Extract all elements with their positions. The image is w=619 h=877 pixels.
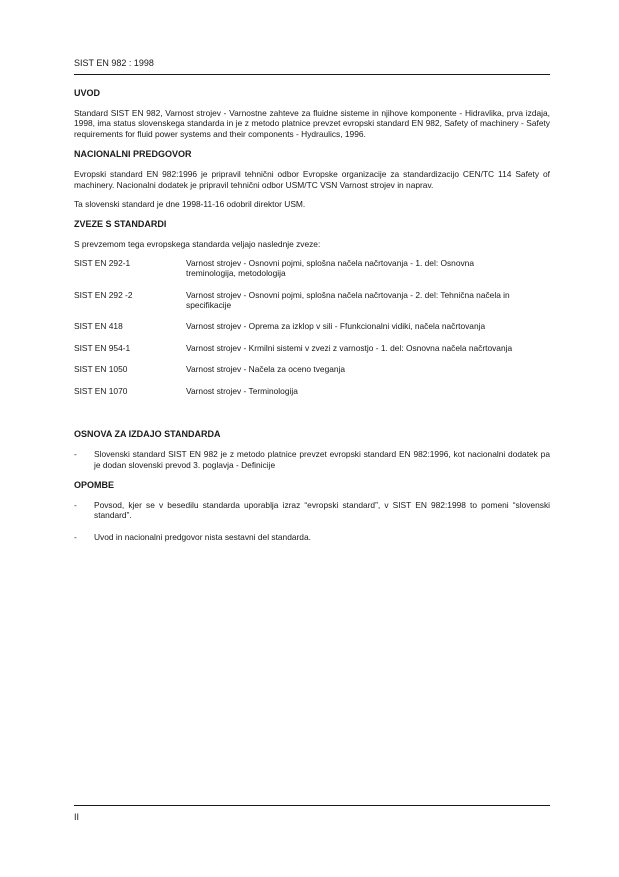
- reference-description: Varnost strojev - Krmilni sistemi v zvezi z varnostjo - 1. del: Osnovna načela načrtovanja: [186, 342, 513, 353]
- reference-row: [74, 258, 550, 279]
- section-heading-uvod: UVOD: [74, 88, 101, 98]
- reference-description: Varnost strojev - Osnovni pojmi, splošna načela načrtovanja - 1. del: Osnovna treminologija, metodologija: [186, 257, 474, 279]
- document-header: SIST EN 982 : 1998: [74, 58, 550, 75]
- references-list: [74, 258, 550, 396]
- section-heading-osnova: OSNOVA ZA IZDAJO STANDARDA: [74, 429, 221, 440]
- bullet-text: Povsod, kjer se v besedilu standarda uporablja izraz “evropski standard”, v SIST EN 982:1998 to pomeni “slovenski standard”.: [94, 499, 550, 521]
- reference-row: [74, 364, 550, 374]
- bullet-dash: -: [74, 449, 77, 460]
- zveze-intro: S prevzemom tega evropskega standarda veljajo naslednje zveze:: [74, 239, 321, 250]
- reference-code: SIST EN 418: [74, 321, 123, 332]
- page-number: II: [74, 812, 80, 822]
- predgovor-paragraph-1: Evropski standard EN 982:1996 je pripravil tehnični odbor Evropske organizacije za standardizacijo CEN/TC 114 Safety of machinery. Nacionalni dodatek je pripravil tehnični odbor USM/TC VSN Varnost strojev in naprav.: [74, 169, 550, 190]
- reference-code: SIST EN 292 -2: [74, 289, 133, 300]
- reference-code: SIST EN 1050: [74, 364, 128, 375]
- opombe-bullet: [74, 500, 550, 521]
- opombe-bullet: [74, 532, 550, 542]
- bullet-text: Uvod in nacionalni predgovor nista sestavni del standarda.: [94, 531, 311, 542]
- reference-description: Varnost strojev - Terminologija: [186, 385, 298, 396]
- document-page: [74, 58, 550, 542]
- reference-description: Varnost strojev - Načela za oceno tveganja: [186, 364, 346, 375]
- section-heading-predgovor: NACIONALNI PREDGOVOR: [74, 149, 192, 160]
- reference-row: [74, 290, 550, 311]
- bullet-dash: -: [74, 499, 77, 510]
- section-heading-zveze: ZVEZE S STANDARDI: [74, 219, 167, 230]
- bullet-text: Slovenski standard SIST EN 982 je z metodo platnice prevzet evropski standard EN 982:1996, kot nacionalni dodatek pa je dodan slovenski prevod 3. poglavja - Definicije: [94, 449, 550, 470]
- reference-code: SIST EN 292-1: [74, 257, 131, 268]
- uvod-paragraph: Standard SIST EN 982, Varnost strojev - Varnostne zahteve za fluidne sisteme in njihove komponente - Hidravlika, prva izdaja, 1998, ima status slovenskega standarda in je z metodo platnice prevzet evropski standard EN 982, Safety of machinery - Safety requirements for fluid power systems and their components - Hydraulics, 1996.: [74, 108, 550, 139]
- reference-row: [74, 343, 550, 353]
- reference-description: Varnost strojev - Oprema za izklop v sili - Ffunkcionalni vidiki, načela načrtovanja: [186, 321, 486, 332]
- reference-row: [74, 321, 550, 331]
- reference-description: Varnost strojev - Osnovni pojmi, splošna načela načrtovanja - 2. del: Tehnična načela in specifikacije: [186, 289, 510, 311]
- page-footer: [74, 805, 550, 823]
- reference-code: SIST EN 1070: [74, 385, 128, 396]
- section-heading-opombe: OPOMBE: [74, 479, 115, 490]
- reference-row: [74, 386, 550, 396]
- bullet-dash: -: [74, 531, 77, 542]
- reference-code: SIST EN 954-1: [74, 342, 131, 353]
- predgovor-paragraph-2: Ta slovenski standard je dne 1998-11-16 odobril direktor USM.: [74, 199, 306, 210]
- osnova-bullet: [74, 449, 550, 470]
